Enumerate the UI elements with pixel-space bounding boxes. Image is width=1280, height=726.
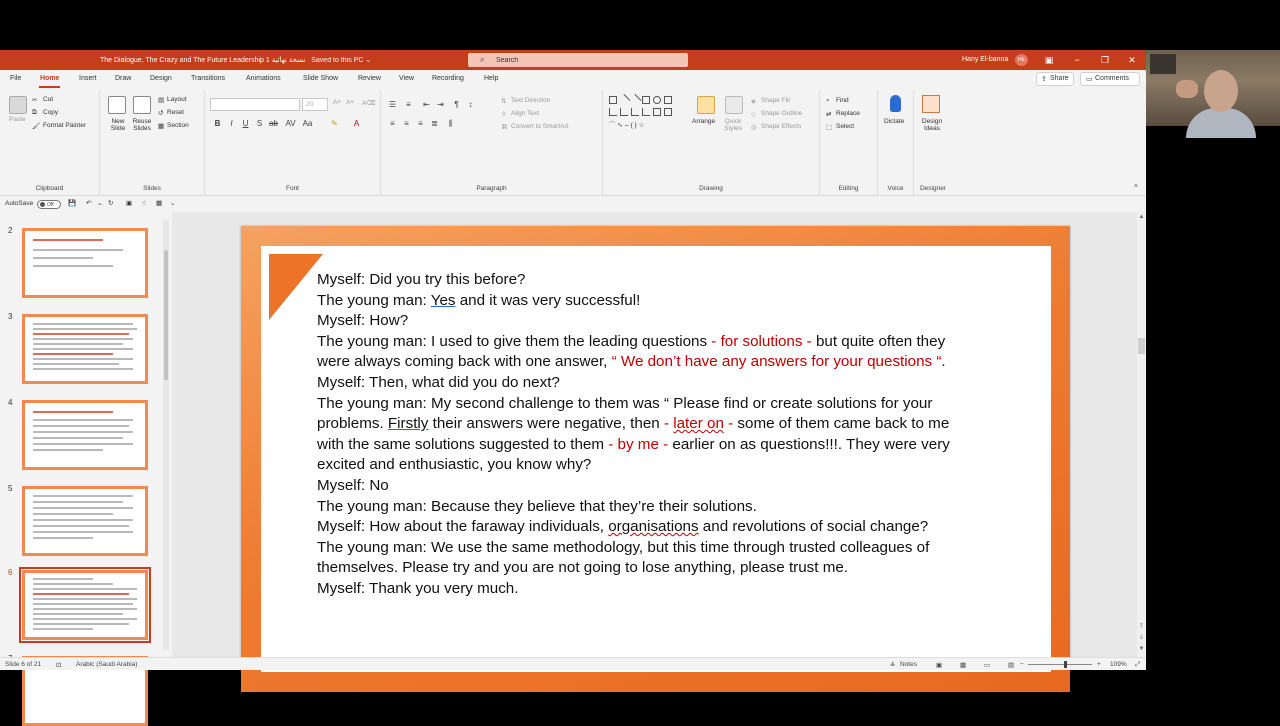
- thumbnail-slide[interactable]: [22, 486, 148, 556]
- scroll-down-icon[interactable]: ▼: [1138, 646, 1145, 652]
- thumbnail-line: [33, 323, 133, 325]
- microphone-icon[interactable]: [890, 95, 901, 112]
- thumbnail-slide[interactable]: [22, 314, 148, 384]
- tab-draw[interactable]: Draw: [115, 75, 132, 82]
- thumbnail-line: [33, 537, 93, 539]
- section-button[interactable]: Section: [167, 122, 189, 129]
- comments-label: Comments: [1095, 75, 1129, 82]
- cut-button[interactable]: Cut: [43, 96, 54, 103]
- tab-recording[interactable]: Recording: [432, 75, 464, 82]
- notes-icon: ≜: [890, 662, 896, 669]
- thumbnail-line: [33, 249, 123, 251]
- avatar[interactable]: HE: [1015, 54, 1028, 66]
- copy-button[interactable]: Copy: [43, 109, 59, 116]
- text-run: earlier on as questions!!!. They were very excited and enthusiastic, you know why?: [317, 435, 950, 474]
- tab-help[interactable]: Help: [484, 75, 499, 82]
- clear-format-icon[interactable]: A⌫: [362, 100, 376, 107]
- dialogue-line: [317, 394, 977, 476]
- quick-styles-button[interactable]: Quick Styles: [724, 118, 742, 132]
- tab-animations[interactable]: Animations: [246, 75, 281, 82]
- thumbnail-line: [33, 608, 137, 610]
- dialogue-line: The young man: Because they believe that they’re their solutions.: [317, 497, 757, 515]
- shape-outline-icon: ◇: [751, 111, 756, 118]
- tab-home[interactable]: Home: [40, 75, 60, 82]
- reset-button[interactable]: Reset: [167, 109, 184, 116]
- thumbnail-line: [33, 431, 133, 433]
- shape-effects-button[interactable]: Shape Effects: [761, 123, 802, 130]
- save-status[interactable]: Saved to this PC ⌄: [311, 57, 372, 64]
- tab-design[interactable]: Design: [150, 75, 172, 82]
- drawing-group: [603, 90, 820, 196]
- shape-line2-icon[interactable]: [629, 94, 641, 106]
- shape-elbow3-icon[interactable]: [642, 108, 650, 116]
- thumbnail-line: [33, 449, 103, 451]
- zoom-slider-knob[interactable]: [1064, 661, 1067, 668]
- reuse-slides-icon[interactable]: [133, 96, 151, 114]
- current-slide[interactable]: [241, 226, 1070, 692]
- thumbnail-slide[interactable]: [22, 228, 148, 298]
- dialogue-line: [317, 517, 977, 538]
- thumbnail-number: 2: [8, 226, 13, 235]
- slide-thumbnails-pane: [0, 212, 172, 657]
- justify-icon[interactable]: ≣: [431, 119, 438, 128]
- change-case-icon[interactable]: Aa: [302, 119, 313, 128]
- collapse-ribbon-icon[interactable]: ˄: [1134, 183, 1138, 190]
- zoom-level[interactable]: 109%: [1110, 661, 1127, 668]
- shape-outline-button[interactable]: Shape Outline: [761, 110, 803, 117]
- designer-group: [914, 90, 952, 196]
- tab-view[interactable]: View: [399, 75, 415, 82]
- dictate-button[interactable]: Dictate: [884, 118, 905, 125]
- font-size-dropdown[interactable]: 20: [302, 98, 328, 111]
- text-run: The young man: I used to give them the leading questions: [317, 332, 712, 350]
- font-group: [205, 90, 381, 196]
- layout-button[interactable]: Layout: [167, 96, 187, 103]
- autosave-toggle[interactable]: [37, 200, 61, 209]
- scroll-down-icon[interactable]: ⤓: [1140, 634, 1143, 640]
- shape-rect-icon[interactable]: [609, 96, 617, 104]
- thumbnail-line: [33, 363, 119, 365]
- quick-styles-icon[interactable]: [725, 96, 743, 114]
- document-name: The Dialogue, The Crazy and The Future Leadership نسخة نهائية 1: [100, 57, 306, 64]
- dialogue-line: Myself: Thank you very much.: [317, 579, 519, 597]
- underline-icon[interactable]: U: [242, 119, 249, 128]
- dialogue-line: [317, 291, 977, 312]
- highlight-icon[interactable]: ✎: [331, 119, 338, 128]
- thumbnail-line: [33, 358, 133, 360]
- thumbnail-number: 5: [8, 484, 13, 493]
- share-label: Share: [1050, 75, 1069, 82]
- designer-label: Designer: [919, 185, 946, 192]
- presenter-hand: [1176, 80, 1198, 98]
- save-icon[interactable]: 💾: [68, 200, 77, 207]
- start-from-beginning-icon[interactable]: ▦: [156, 200, 163, 207]
- slideshow-icon[interactable]: ▤: [1008, 662, 1015, 669]
- convert-smartart-button[interactable]: Convert to SmartArt: [511, 123, 569, 130]
- search-input[interactable]: [496, 54, 676, 66]
- thumbnail-scrollbar[interactable]: [163, 220, 169, 650]
- format-painter-icon: 🖌: [32, 123, 41, 130]
- new-slide-icon[interactable]: [108, 96, 126, 114]
- shape-fill-icon: ◈: [751, 98, 756, 105]
- tab-file[interactable]: File: [10, 75, 22, 82]
- slide-count: Slide 6 of 21: [5, 661, 42, 668]
- thumbnail-line: [33, 328, 137, 330]
- customize-qat-icon[interactable]: ⌄: [170, 200, 176, 207]
- tab-insert[interactable]: Insert: [79, 75, 97, 82]
- zoom-slider[interactable]: [1028, 664, 1092, 665]
- restore-icon[interactable]: ❐: [1100, 55, 1110, 65]
- numbering-icon[interactable]: ≡: [406, 100, 411, 109]
- thumbnail-line: [33, 578, 93, 580]
- thumbnail-line: [33, 525, 129, 527]
- thumbnail-line: [33, 333, 129, 335]
- slide-content-frame: [261, 246, 1051, 672]
- text-run-red-spellcheck: later on: [673, 415, 724, 433]
- scrollbar-handle[interactable]: [164, 250, 168, 380]
- thumbnail-line: [33, 618, 137, 620]
- scroll-up-icon[interactable]: ⤒: [1140, 624, 1143, 630]
- shape-triangle-icon[interactable]: [620, 108, 628, 116]
- scroll-up-icon[interactable]: ▲: [1138, 214, 1145, 220]
- shape-elbow2-icon[interactable]: [631, 108, 639, 116]
- fit-slide-icon[interactable]: ⤢: [1135, 661, 1141, 668]
- bullets-icon[interactable]: ☰: [388, 100, 397, 109]
- paste-button[interactable]: Paste: [9, 116, 26, 123]
- rtl-icon[interactable]: ¶: [454, 100, 459, 109]
- text-run-red: “ We don’t have any answers for your questions “: [611, 353, 942, 371]
- autosave-label: AutoSave: [5, 200, 34, 207]
- shape-line-icon[interactable]: [618, 94, 630, 106]
- text-run: The young man: My second challenge to them was “ Please find or create solutions for your problems.: [317, 394, 933, 433]
- dialogue-line: Myself: Did you try this before?: [317, 271, 526, 288]
- text-run: some of them came back to me with the same solutions suggested to them: [317, 415, 950, 453]
- thumbnail-slide[interactable]: [22, 400, 148, 470]
- webcam-feed: [1146, 50, 1280, 126]
- zoom-out-icon[interactable]: −: [1020, 661, 1024, 668]
- shape-arrow-icon[interactable]: [653, 108, 661, 116]
- editing-group: [820, 90, 878, 196]
- ribbon-display-icon[interactable]: ▣: [1044, 55, 1054, 65]
- thumbnail-line: [33, 265, 113, 267]
- thumbnail-line: [33, 593, 129, 595]
- text-run: and it was very successful!: [455, 291, 641, 309]
- increase-indent-icon[interactable]: ⇥: [437, 100, 444, 109]
- shape-curve-icon[interactable]: ⌒ ∿ ⌣ { } ☆: [609, 122, 645, 129]
- toggle-knob: [40, 202, 45, 207]
- background-lamp: [1150, 54, 1176, 74]
- thumbnail-line: [33, 443, 133, 445]
- title-bar: [0, 50, 1146, 70]
- thumbnail-line: [33, 348, 133, 350]
- scrollbar-handle[interactable]: [1138, 338, 1145, 354]
- thumbnail-line: [33, 623, 129, 625]
- shape-oval-icon[interactable]: [653, 96, 661, 104]
- thumbnail-line: [33, 588, 137, 590]
- thumbnail-line: [33, 338, 133, 340]
- thumbnail-line: [33, 531, 133, 533]
- thumbnail-slide-selected[interactable]: [22, 570, 148, 640]
- thumbnail-line: [33, 437, 123, 439]
- dialogue-line: Myself: No: [317, 476, 389, 494]
- thumbnail-line: [33, 353, 113, 355]
- thumbnail-line: [33, 239, 103, 241]
- text-direction-icon: ⇅: [501, 98, 507, 105]
- section-icon: ▦: [158, 123, 165, 130]
- comment-icon: ▭: [1086, 76, 1093, 83]
- autosave-state: Off: [47, 202, 54, 208]
- paragraph-group: [381, 90, 603, 196]
- text-run-underlined: Yes: [430, 291, 456, 309]
- voice-label: Voice: [887, 185, 904, 192]
- dialogue-line: The young man: We use the same methodology, but this time through trusted colleagues of themselves. Please try and you are not going to lose anything, please trust me.: [317, 538, 930, 577]
- text-run: their answers were negative, then: [428, 415, 664, 433]
- present-icon[interactable]: ▣: [126, 200, 133, 207]
- thumbnail-line: [33, 507, 133, 509]
- text-run-underlined: Firstly: [387, 415, 429, 433]
- undo-dropdown-icon[interactable]: ⌄: [97, 200, 103, 207]
- align-center-icon[interactable]: ≡: [404, 119, 409, 128]
- shape-square-icon[interactable]: [664, 96, 672, 104]
- thumbnail-line: [33, 501, 123, 503]
- voice-group: [878, 90, 914, 196]
- text-run-red: -: [663, 415, 674, 433]
- format-painter-button[interactable]: Format Painter: [43, 122, 86, 129]
- columns-icon[interactable]: ⫼: [448, 119, 453, 128]
- slide-text-box[interactable]: [317, 270, 977, 600]
- thumbnail-line: [33, 419, 133, 421]
- paragraph-label: Paragraph: [476, 185, 507, 192]
- replace-icon: ⇄: [826, 111, 832, 118]
- slides-label: Slides: [143, 185, 161, 192]
- drawing-label: Drawing: [699, 185, 723, 192]
- select-button[interactable]: Select: [836, 123, 855, 130]
- line-spacing-icon[interactable]: ↕: [468, 100, 473, 109]
- comments-button[interactable]: [1080, 72, 1140, 86]
- decrease-font-icon[interactable]: A˅: [346, 99, 355, 106]
- font-name-dropdown[interactable]: [210, 98, 300, 111]
- user-name[interactable]: Hany El-banna: [962, 56, 1009, 63]
- clipboard-group: [0, 90, 100, 196]
- thumbnail-line: [33, 368, 133, 370]
- thumbnail-line: [33, 257, 93, 259]
- shape-elbow-icon[interactable]: [609, 108, 617, 116]
- thumbnail-line: [33, 425, 129, 427]
- ribbon-tabs: [0, 70, 1146, 88]
- thumbnail-number: 6: [8, 568, 13, 577]
- text-run: Myself: How about the faraway individuals,: [317, 518, 609, 536]
- bold-icon[interactable]: B: [214, 119, 221, 128]
- spellcheck-icon[interactable]: ⊡: [56, 662, 62, 669]
- thumbnail-line: [33, 598, 137, 600]
- thumbnail-number: 4: [8, 398, 13, 407]
- slide-scrollbar[interactable]: [1137, 212, 1146, 657]
- thumbnail-number: 3: [8, 312, 13, 321]
- arrange-icon[interactable]: [697, 96, 715, 114]
- select-icon: ⬚: [826, 124, 833, 131]
- thumbnail-line: [33, 513, 113, 515]
- thumbnail-line: [33, 613, 123, 615]
- quick-access-toolbar: [0, 196, 1146, 212]
- zoom-in-icon[interactable]: +: [1097, 661, 1101, 668]
- strikethrough-icon[interactable]: ab: [269, 119, 278, 128]
- search-icon: ⌕: [480, 55, 485, 64]
- ribbon: [0, 88, 1146, 196]
- tab-transitions[interactable]: Transitions: [191, 75, 225, 82]
- undo-icon[interactable]: ↶: [86, 200, 92, 207]
- design-ideas-button[interactable]: Design Ideas: [921, 118, 943, 132]
- find-icon: ⌕: [826, 97, 830, 104]
- text-run-spellcheck: organisations: [608, 518, 699, 536]
- dialogue-line: Myself: Then, what did you do next?: [317, 373, 560, 391]
- text-run-red: - for solutions -: [711, 332, 812, 350]
- paste-icon[interactable]: [9, 96, 27, 114]
- notes-button[interactable]: Notes: [900, 661, 917, 668]
- font-label: Font: [285, 185, 299, 192]
- thumbnail-line: [33, 495, 133, 497]
- thumbnail-line: [33, 411, 113, 413]
- corner-triangle-decoration: [269, 254, 323, 320]
- shape-fill-button[interactable]: Shape Fill: [761, 97, 790, 104]
- align-text-button[interactable]: Align Text: [511, 110, 540, 117]
- smartart-icon: ⌘: [501, 124, 508, 131]
- clipboard-label: Clipboard: [35, 185, 64, 192]
- share-button[interactable]: [1036, 72, 1074, 86]
- replace-button[interactable]: Replace: [836, 110, 860, 117]
- text-run-red: -: [723, 415, 734, 433]
- normal-view-icon[interactable]: ▣: [936, 662, 943, 669]
- reading-view-icon[interactable]: ▭: [984, 662, 991, 669]
- text-direction-button[interactable]: Text Direction: [511, 97, 551, 104]
- shape-arrow2-icon[interactable]: [664, 108, 672, 116]
- presenter-body: [1186, 108, 1256, 138]
- minimize-icon[interactable]: −: [1074, 55, 1080, 65]
- shape-box-icon[interactable]: [642, 96, 650, 104]
- slide-sorter-icon[interactable]: ▦: [960, 662, 967, 669]
- increase-font-icon[interactable]: A˄: [333, 99, 342, 106]
- thumbnail-line: [33, 343, 123, 345]
- presenter-head: [1204, 70, 1238, 112]
- dialogue-line: Myself: How?: [317, 312, 409, 330]
- text-run: and revolutions of social change?: [698, 518, 929, 536]
- decrease-indent-icon[interactable]: ⇤: [423, 100, 430, 109]
- slide-editor: [172, 212, 1146, 657]
- text-run: The young man:: [317, 291, 431, 309]
- layout-icon: ▤: [158, 97, 165, 104]
- italic-icon[interactable]: I: [230, 119, 233, 128]
- spacing-icon[interactable]: AV: [285, 119, 296, 128]
- align-left-icon[interactable]: ≡: [390, 119, 395, 128]
- copy-icon: ⧉: [32, 109, 37, 116]
- dialogue-line: [317, 332, 977, 373]
- thumbnail-line: [33, 583, 113, 585]
- tab-review[interactable]: Review: [358, 75, 381, 82]
- status-bar: [0, 657, 1146, 670]
- font-color-icon[interactable]: A: [353, 119, 360, 128]
- redo-icon[interactable]: ↻: [108, 200, 114, 207]
- slides-group: [100, 90, 205, 196]
- align-right-icon[interactable]: ≡: [418, 119, 423, 128]
- text-run: .: [941, 353, 946, 371]
- powerpoint-window: [0, 50, 1146, 670]
- arrange-button[interactable]: Arrange: [692, 118, 716, 125]
- editing-label: Editing: [838, 185, 859, 192]
- reuse-slides-button[interactable]: Reuse Slides: [132, 118, 152, 132]
- thumbnail-line: [33, 603, 133, 605]
- language-indicator[interactable]: Arabic (Saudi Arabia): [76, 661, 138, 668]
- shadow-icon[interactable]: S: [256, 119, 263, 128]
- design-ideas-icon[interactable]: [922, 95, 940, 113]
- share-icon: ⇪: [1041, 76, 1047, 83]
- cut-icon: ✂: [32, 97, 38, 104]
- new-slide-button[interactable]: New Slide: [110, 118, 126, 132]
- search-box[interactable]: [468, 53, 688, 67]
- thumbnail-line: [33, 628, 93, 630]
- touch-mode-icon[interactable]: ☝: [142, 200, 146, 207]
- text-run-red: - by me -: [608, 435, 669, 453]
- tab-slide-show[interactable]: Slide Show: [303, 75, 339, 82]
- reset-icon: ↺: [158, 110, 164, 117]
- align-text-icon: ⇳: [501, 111, 507, 118]
- text-run: but quite often they were always coming back with one answer,: [317, 332, 946, 371]
- document-title: [100, 56, 371, 64]
- find-button[interactable]: Find: [836, 97, 849, 104]
- shape-effects-icon: ◎: [751, 124, 757, 131]
- close-icon[interactable]: ✕: [1128, 55, 1136, 65]
- thumbnail-line: [33, 519, 133, 521]
